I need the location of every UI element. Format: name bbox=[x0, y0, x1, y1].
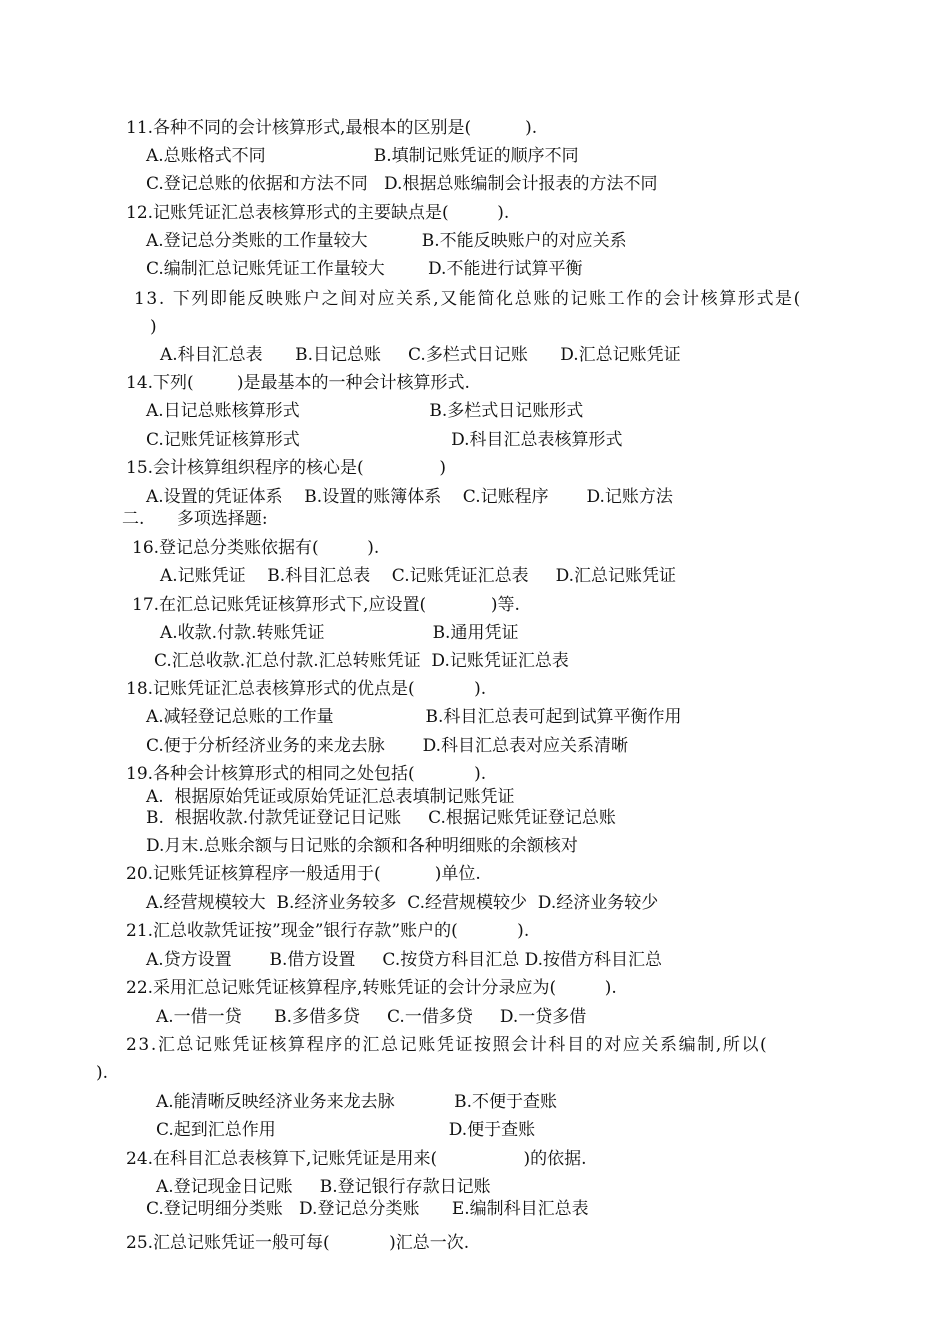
question-12-options-ab: A.登记总分类账的工作量较大 B.不能反映账户的对应关系 bbox=[146, 231, 627, 251]
question-20: 20.记账凭证核算程序一般适用于( )单位. bbox=[126, 864, 481, 884]
question-22: 22.采用汇总记账凭证核算程序,转账凭证的会计分录应为( ). bbox=[126, 978, 617, 998]
question-16: 16.登记总分类账依据有( ). bbox=[132, 538, 380, 558]
question-17-options-cd: C.汇总收款.汇总付款.汇总转账凭证 D.记账凭证汇总表 bbox=[154, 651, 569, 671]
question-24: 24.在科目汇总表核算下,记账凭证是用来( )的依据. bbox=[126, 1149, 587, 1169]
question-19-option-d: D.月末.总账余额与日记账的余额和各种明细账的余额核对 bbox=[146, 836, 578, 856]
question-24-options-cde: C.登记明细分类账 D.登记总分类账 E.编制科目汇总表 bbox=[146, 1199, 589, 1219]
question-19: 19.各种会计核算形式的相同之处包括( ). bbox=[126, 764, 487, 784]
section-multiple-choice-heading: 二. 多项选择题: bbox=[122, 509, 268, 529]
question-21: 21.汇总收款凭证按”现金”银行存款”账户的( ). bbox=[126, 921, 530, 941]
question-14: 14.下列( )是最基本的一种会计核算形式. bbox=[126, 373, 470, 393]
question-13-options: A.科目汇总表 B.日记总账 C.多栏式日记账 D.汇总记账凭证 bbox=[160, 345, 681, 365]
question-20-options: A.经营规模较大 B.经济业务较多 C.经营规模较少 D.经济业务较少 bbox=[146, 893, 659, 913]
question-15: 15.会计核算组织程序的核心是( ) bbox=[126, 458, 446, 478]
question-12-options-cd: C.编制汇总记账凭证工作量较大 D.不能进行试算平衡 bbox=[146, 259, 583, 279]
question-11-options-cd: C.登记总账的依据和方法不同 D.根据总账编制会计报表的方法不同 bbox=[146, 174, 658, 194]
question-22-options: A.一借一贷 B.多借多贷 C.一借多贷 D.一贷多借 bbox=[156, 1007, 587, 1027]
question-23-options-cd: C.起到汇总作用 D.便于查账 bbox=[156, 1120, 536, 1140]
question-17-options-ab: A.收款.付款.转账凭证 B.通用凭证 bbox=[160, 623, 519, 643]
question-19-options-bc: B. 根据收款.付款凭证登记日记账 C.根据记账凭证登记总账 bbox=[146, 808, 616, 828]
question-25: 25.汇总记账凭证一般可每( )汇总一次. bbox=[126, 1233, 470, 1253]
question-11-options-ab: A.总账格式不同 B.填制记账凭证的顺序不同 bbox=[146, 146, 579, 166]
question-23: 23.汇总记账凭证核算程序的汇总记账凭证按照会计科目的对应关系编制,所以( bbox=[126, 1035, 769, 1055]
question-14-options-cd: C.记账凭证核算形式 D.科目汇总表核算形式 bbox=[146, 430, 623, 450]
question-14-options-ab: A.日记总账核算形式 B.多栏式日记账形式 bbox=[146, 401, 584, 421]
question-13: 13. 下列即能反映账户之间对应关系,又能简化总账的记账工作的会计核算形式是( bbox=[134, 289, 802, 309]
question-16-options: A.记账凭证 B.科目汇总表 C.记账凭证汇总表 D.汇总记账凭证 bbox=[160, 566, 677, 586]
question-13-continued: ) bbox=[150, 317, 157, 337]
question-23-options-ab: A.能清晰反映经济业务来龙去脉 B.不便于查账 bbox=[156, 1092, 558, 1112]
question-18: 18.记账凭证汇总表核算形式的优点是( ). bbox=[126, 679, 487, 699]
question-11: 11.各种不同的会计核算形式,最根本的区别是( ). bbox=[126, 118, 538, 138]
question-24-options-ab: A.登记现金日记账 B.登记银行存款日记账 bbox=[156, 1177, 491, 1197]
question-18-options-ab: A.减轻登记总账的工作量 B.科目汇总表可起到试算平衡作用 bbox=[146, 707, 682, 727]
question-19-option-a: A. 根据原始凭证或原始凭证汇总表填制记账凭证 bbox=[146, 787, 515, 807]
question-23-continued: ). bbox=[96, 1063, 109, 1083]
question-17: 17.在汇总记账凭证核算形式下,应设置( )等. bbox=[132, 595, 520, 615]
question-12: 12.记账凭证汇总表核算形式的主要缺点是( ). bbox=[126, 203, 510, 223]
question-15-options: A.设置的凭证体系 B.设置的账簿体系 C.记账程序 D.记账方法 bbox=[146, 487, 673, 507]
question-21-options: A.贷方设置 B.借方设置 C.按贷方科目汇总 D.按借方科目汇总 bbox=[146, 950, 663, 970]
question-18-options-cd: C.便于分析经济业务的来龙去脉 D.科目汇总表对应关系清晰 bbox=[146, 736, 629, 756]
